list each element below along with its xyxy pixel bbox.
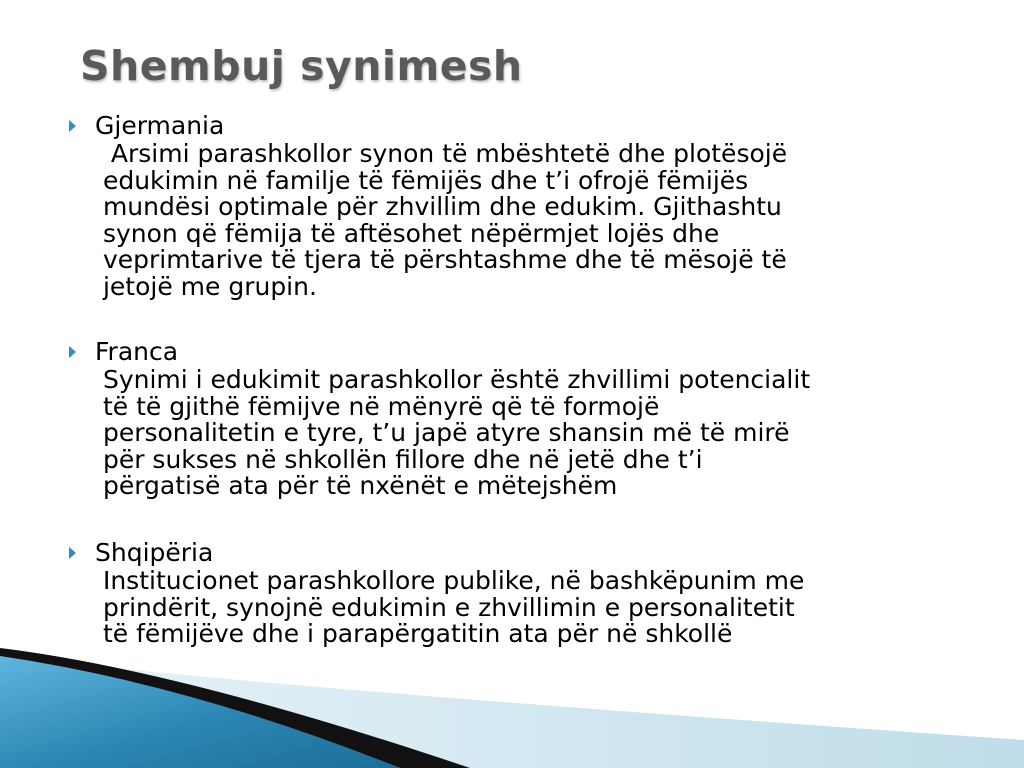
section-body [95, 141, 988, 300]
body-line: përgatisë ata për të nxënët e mëtejshëm [95, 471, 618, 500]
section-franca [68, 337, 988, 500]
slide-title: Shembuj synimesh [80, 42, 523, 90]
section-body [95, 367, 988, 500]
triangle-right-bullet-icon [69, 120, 76, 132]
section-heading: Franca [95, 337, 179, 366]
section-heading: Gjermania [95, 111, 225, 140]
section-shqiperia [68, 538, 988, 648]
body-line: edukimin në familje të fëmijës dhe t’i ofrojë fëmijës [95, 165, 749, 195]
section-gjermania [68, 111, 988, 300]
body-line: synon që fëmija të aftësohet nëpërmjet lojës dhe [95, 218, 720, 248]
triangle-right-bullet-icon [69, 547, 76, 559]
section-heading: Shqipëria [95, 538, 214, 567]
body-line: të të gjithë fëmijve në mënyrë që të formojë [95, 391, 660, 421]
body-line: mundësi optimale për zhvillim dhe edukim. Gjithashtu [95, 192, 782, 221]
body-line: për sukses në shkollën fillore dhe në jetë dhe t’i [95, 444, 703, 474]
body-line: personalitetin e tyre, t’u japë atyre shansin më të mirë [95, 418, 790, 447]
section-body [95, 568, 988, 648]
body-line: Synimi i edukimit parashkollor është zhvillimi potencialit [95, 365, 811, 394]
body-line: të fëmijëve dhe i parapërgatitin ata për në shkollë [95, 619, 733, 648]
body-line: prindërit, synojnë edukimin e zhvillimin e personalitetit [95, 592, 795, 622]
body-line: veprimtarive të tjera të përshtashme dhe të mësojë të [95, 245, 787, 274]
body-line: Institucionet parashkollore publike, në bashkëpunim me [95, 566, 805, 595]
body-line: Arsimi parashkollor synon të mbështetë dhe plotësojë [95, 139, 788, 168]
triangle-right-bullet-icon [69, 346, 76, 358]
body-line: jetojë me grupin. [95, 271, 317, 301]
